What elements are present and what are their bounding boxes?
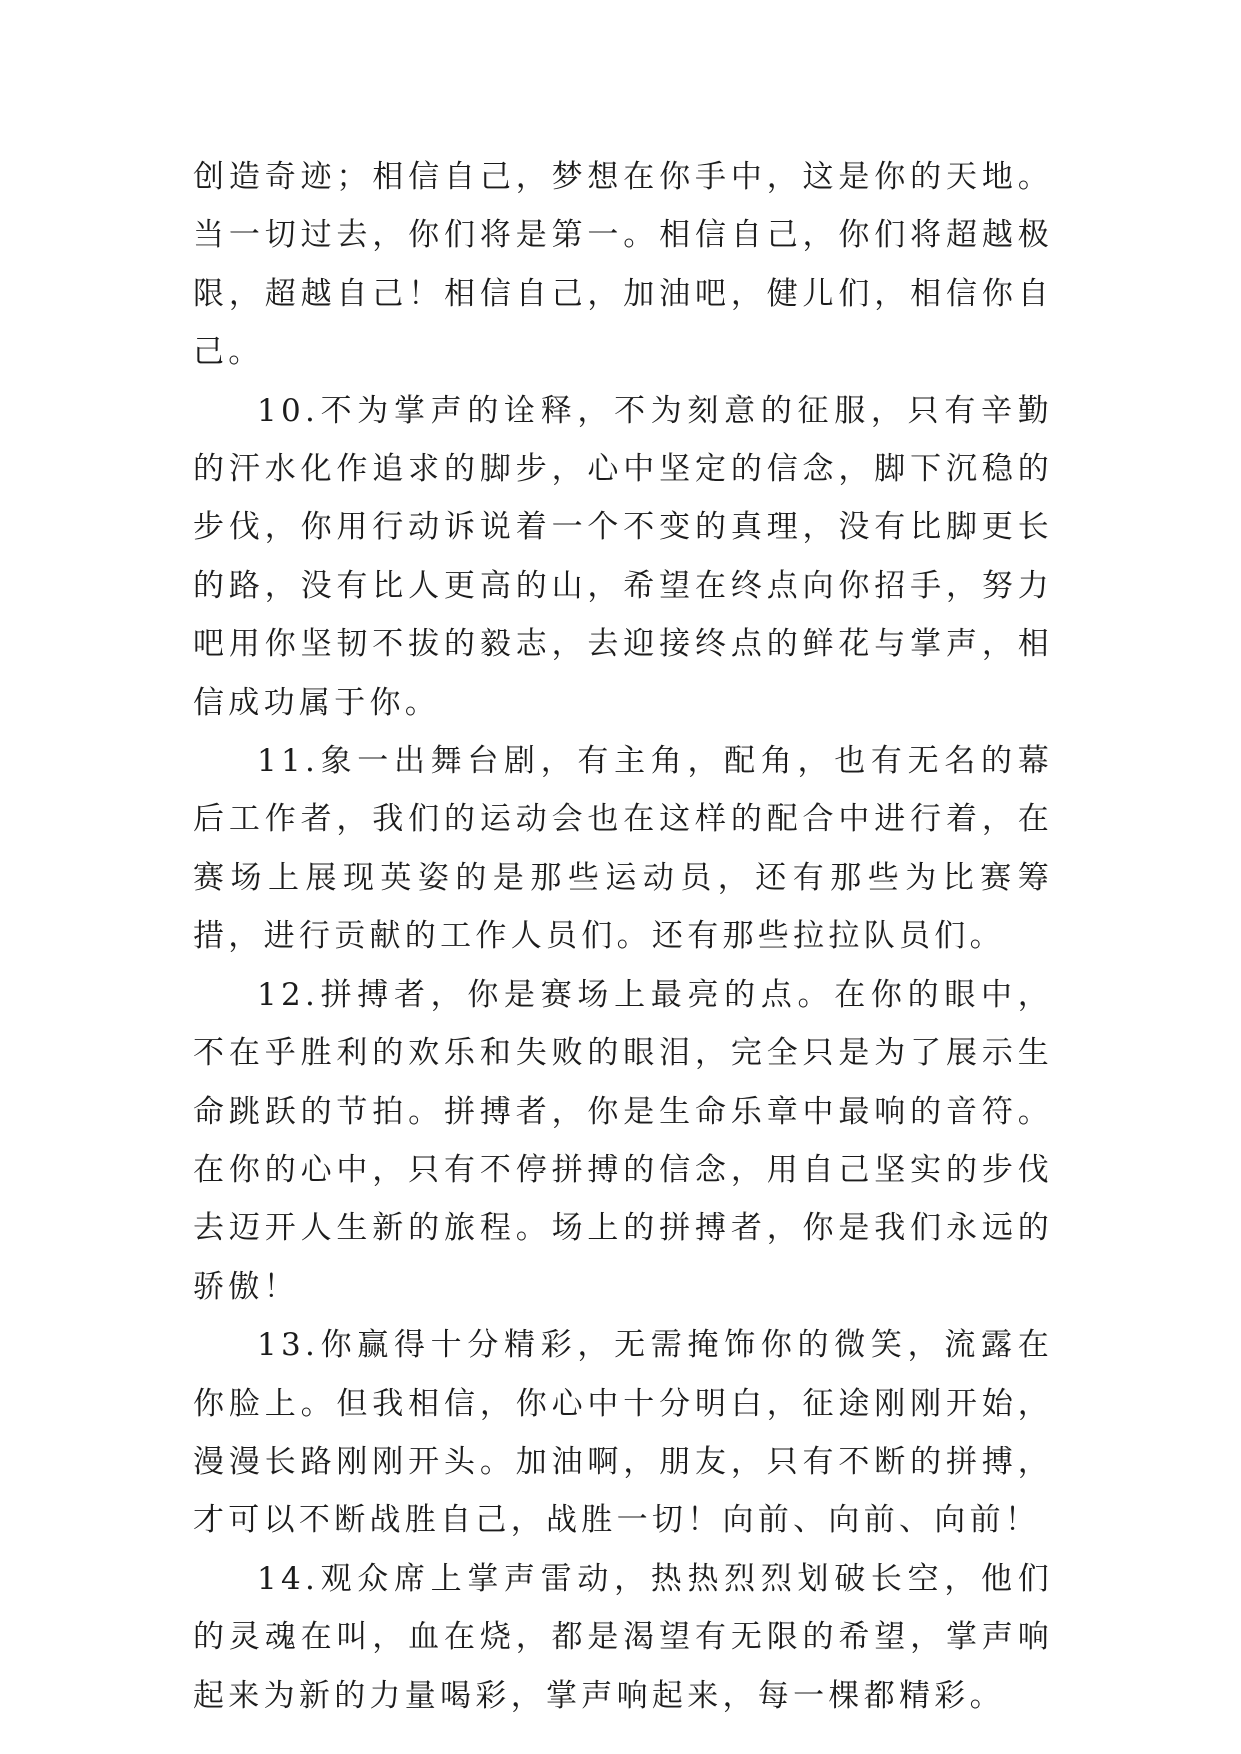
document-body xyxy=(193,148,1053,1725)
paragraph-11: 11.象一出舞台剧，有主角，配角，也有无名的幕后工作者，我们的运动会也在这样的配合中进行着，在赛场上展现英姿的是那些运动员，还有那些为比赛筹措，进行贡献的工作人员们。还有那些拉拉队员们。 xyxy=(193,743,1053,955)
paragraph-13: 13.你赢得十分精彩，无需掩饰你的微笑，流露在你脸上。但我相信，你心中十分明白，征途刚刚开始，漫漫长路刚刚开头。加油啊，朋友，只有不断的拼搏，才可以不断战胜自己，战胜一切！向前、向前、向前！ xyxy=(193,1327,1053,1539)
paragraph-12: 12.拼搏者，你是赛场上最亮的点。在你的眼中，不在乎胜利的欢乐和失败的眼泪，完全只是为了展示生命跳跃的节拍。拼搏者，你是生命乐章中最响的音符。在你的心中，只有不停拼搏的信念，用自己坚实的步伐去迈开人生新的旅程。场上的拼搏者，你是我们永远的骄傲！ xyxy=(193,976,1053,1305)
paragraph-10: 10.不为掌声的诠释，不为刻意的征服，只有辛勤的汗水化作追求的脚步，心中坚定的信念，脚下沉稳的步伐，你用行动诉说着一个不变的真理，没有比脚更长的路，没有比人更高的山，希望在终点向你招手，努力吧用你坚韧不拔的毅志，去迎接终点的鲜花与掌声，相信成功属于你。 xyxy=(193,392,1053,721)
paragraph-14: 14.观众席上掌声雷动，热热烈烈划破长空，他们的灵魂在叫，血在烧，都是渴望有无限的希望，掌声响起来为新的力量喝彩，掌声响起来，每一棵都精彩。 xyxy=(193,1560,1053,1714)
paragraph-continued: 创造奇迹；相信自己，梦想在你手中，这是你的天地。当一切过去，你们将是第一。相信自己，你们将超越极限，超越自己！相信自己，加油吧，健儿们，相信你自己。 xyxy=(193,159,1053,371)
